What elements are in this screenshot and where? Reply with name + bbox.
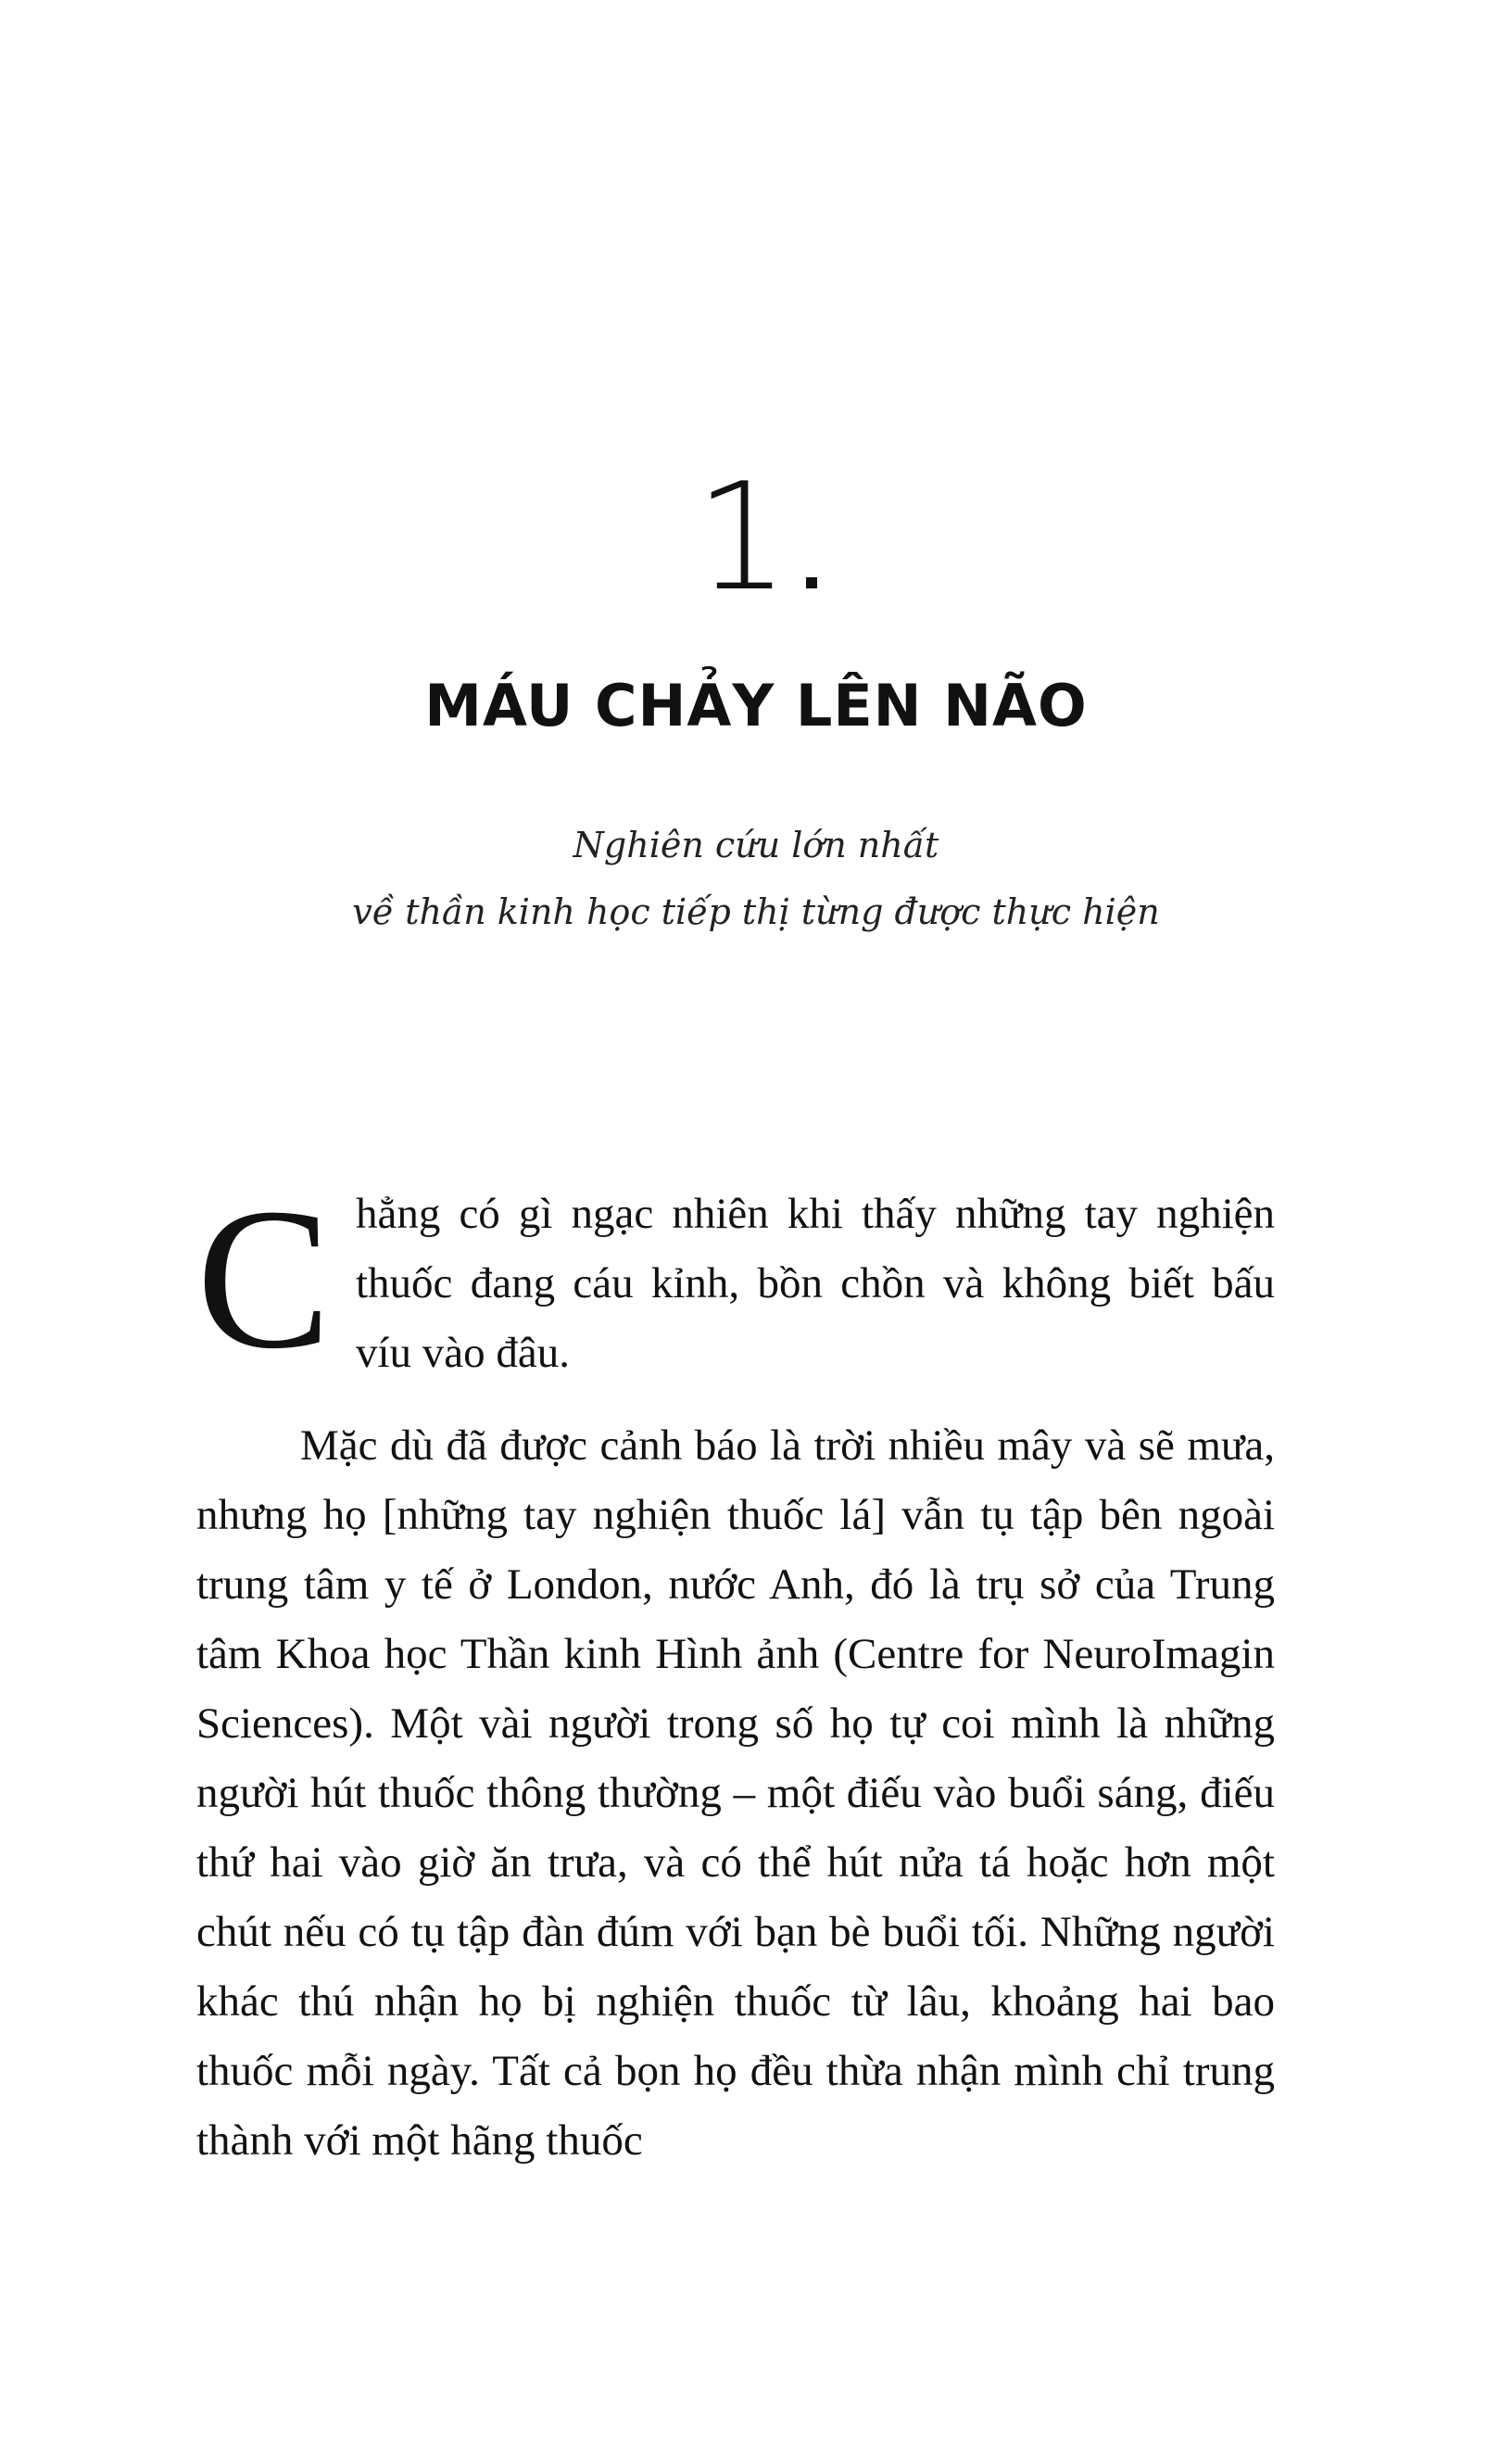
subtitle-line-1: Nghiên cứu lớn nhất — [573, 825, 939, 865]
chapter-number-dot — [806, 577, 817, 588]
body-text — [196, 1168, 1275, 2176]
drop-cap: C — [196, 1168, 332, 1391]
chapter-title: MÁU CHẢY LÊN NÃO — [424, 672, 1088, 739]
subtitle-line-2: về thần kinh học tiếp thị từng được thực hiện — [352, 891, 1160, 932]
chapter-number-text: 1 — [695, 450, 789, 624]
first-paragraph — [196, 1168, 1275, 1391]
chapter-number — [0, 450, 1512, 624]
first-paragraph-text: hẳng có gì ngạc nhiên khi thấy những tay nghiện thuốc đang cáu kỉnh, bồn chồn và không biết bấu víu vào đâu. — [356, 1190, 1275, 1377]
second-paragraph: Mặc dù đã được cảnh báo là trời nhiều mây và sẽ mưa, nhưng họ [những tay nghiện thuốc lá] vẫn tụ tập bên ngoài trung tâm y tế ở London, nước Anh, đó là trụ sở của Trung tâm Khoa học Thần kinh Hình ảnh (Centre for NeuroImagin Sciences). Một vài người trong số họ tự coi mình là những người hút thuốc thông thường – một điếu vào buổi sáng, điếu thứ hai vào giờ ăn trưa, và có thể hút nửa tá hoặc hơn một chút nếu có tụ tập đàn đúm với bạn bè buổi tối. Những người khác thú nhận họ bị nghiện thuốc từ lâu, khoảng hai bao thuốc mỗi ngày. Tất cả bọn họ đều thừa nhận mình chỉ trung thành với một hãng thuốc — [196, 1421, 1275, 2165]
chapter-subtitle — [0, 812, 1512, 945]
